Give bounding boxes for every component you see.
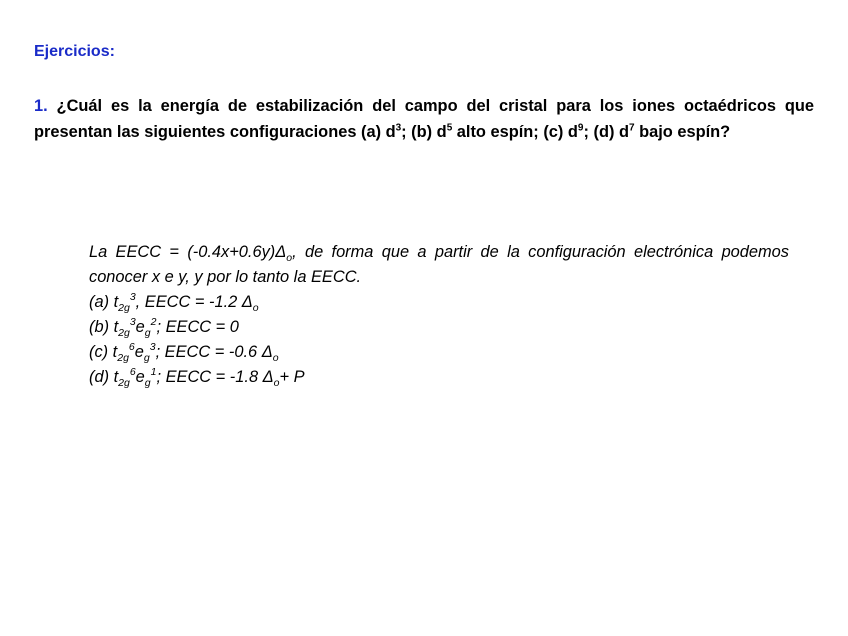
answer-line-d bbox=[89, 365, 789, 390]
superscript: 6 bbox=[128, 341, 135, 353]
subscript: g bbox=[143, 352, 150, 364]
superscript: 1 bbox=[150, 366, 157, 378]
line-eecc: ; EECC = -1.8 Δ bbox=[156, 368, 274, 386]
question-number: 1. bbox=[34, 97, 48, 115]
subscript: o bbox=[252, 302, 259, 314]
subscript: 2g bbox=[118, 302, 130, 314]
section-heading: Ejercicios: bbox=[34, 43, 115, 60]
subscript: g bbox=[144, 327, 151, 339]
eg-term: e bbox=[135, 318, 145, 336]
question-text: ; (b) d bbox=[401, 123, 447, 141]
eg-term: e bbox=[135, 368, 145, 386]
intro-text: La EECC = (-0.4x+0.6y)Δ bbox=[89, 243, 287, 261]
subscript: g bbox=[144, 377, 151, 389]
question-text: ; (d) d bbox=[583, 123, 629, 141]
line-label: (c) t bbox=[89, 343, 118, 361]
superscript: 3 bbox=[395, 122, 402, 134]
line-label: (d) t bbox=[89, 368, 119, 386]
answer-intro bbox=[89, 240, 789, 290]
question-1 bbox=[34, 93, 814, 145]
superscript: 3 bbox=[129, 316, 136, 328]
question-text: bajo espín? bbox=[634, 123, 731, 141]
superscript: 7 bbox=[629, 122, 635, 134]
eg-term: e bbox=[134, 343, 144, 361]
superscript: 6 bbox=[129, 366, 136, 378]
line-eecc: ; EECC = 0 bbox=[156, 318, 239, 336]
intro-text: , de forma que a partir de la configuración electrónica podemos conocer x e y, y por lo tanto la EECC. bbox=[89, 243, 789, 286]
subscript: 2g bbox=[117, 352, 129, 364]
answer-line-a bbox=[89, 290, 789, 315]
superscript: 9 bbox=[577, 122, 584, 134]
subscript: 2g bbox=[118, 327, 130, 339]
answer-block bbox=[89, 240, 789, 390]
superscript: 2 bbox=[150, 316, 157, 328]
question-text: alto espín; (c) d bbox=[452, 123, 578, 141]
subscript: 2g bbox=[118, 377, 130, 389]
subscript: o bbox=[286, 252, 293, 264]
superscript: 3 bbox=[129, 291, 136, 303]
subscript: o bbox=[272, 352, 279, 364]
line-eecc: ; EECC = -0.6 Δ bbox=[155, 343, 273, 361]
answer-line-b bbox=[89, 315, 789, 340]
question-text: ¿Cuál es la energía de estabilización del campo del cristal para los iones octaédricos que presentan las siguientes configuraciones (a) d bbox=[34, 97, 814, 141]
line-label: (a) t bbox=[89, 293, 119, 311]
superscript: 5 bbox=[446, 122, 453, 134]
line-eecc: , EECC = -1.2 Δ bbox=[135, 293, 253, 311]
superscript: 3 bbox=[149, 341, 156, 353]
line-tail: + P bbox=[279, 368, 305, 386]
answer-line-c bbox=[89, 340, 789, 365]
line-label: (b) t bbox=[89, 318, 119, 336]
subscript: o bbox=[273, 377, 280, 389]
